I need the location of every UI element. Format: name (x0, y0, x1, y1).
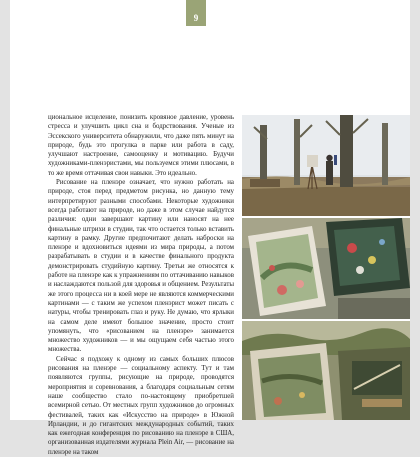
photo-painter-in-woods (242, 115, 410, 216)
book-page (10, 0, 410, 456)
paragraph-2: Рисование на пленэре означает, что нужно работать на природе, стоя перед предметом рисунка, но данную тему интерпретируют разными способами. Некоторые художники всегда работают на природе, но даже в этом случае найдутся различия: одни завершают картину или наносят на нее финальные штрихи в студии, так что остается только вставить картину в рамку. Другие предпочитают делать наброски на пленэре и вдохновиться идеями из мира природы, а потом разрабатывать в студии и в качестве финального продукта демонстрировать студийную картину. Третьи же относятся к работе на пленэре как к упражнениям по оттачиванию навыков и наслаждаются пользой для здоровья и общением. Результаты же этого процесса ни в коей мере не являются коммерческими картинами — с таким же успехом пленэрист может писать с натуры, чтобы тренировать глаз и руку. Не думаю, что ярлыки на самом деле имеют большое значение, просто стоит упомянуть, что «рисованием на пленэре» занимается множество художников — и мы ощущаем себя частью этого множества. (48, 179, 234, 354)
photo-palette-and-painting (242, 218, 410, 319)
page-number: 9 (193, 13, 199, 23)
page-number-tab (186, 0, 206, 26)
paragraph-3: Сейчас я подхожу к одному из самых больших плюсов рисования на пленэре — социальному аспекту. Тут и там появляются группы, рисующие на природе, проводятся мероприятия и соревнования, а благодаря социальным сетям наше сообщество стало по-настоящему приобретшей всемирной сетью. От местных групп художников до огромных фестивалей, таких как «Искусство на природе» в Южной Ирландии, и до гигантских международных событий, таких как ежегодная конференция по рисованию на пленэре в США, организованная издателями журнала Plein Air, — рисование на пленэре на таком (48, 355, 234, 456)
body-text-column (48, 113, 234, 456)
paragraph-1: циональное исцеление, понизить кровяное давление, уровень стресса и улучшить цикл сна и бодрствования. Ученые из Эссекского университета обнаружили, что даже пять минут на природе, будь это прогулка в парке или работа в саду, улучшают настроение, самооценку и мотивацию. Будучи художниками-пленэристами, мы пользуемся этими плюсами, в то же время оттачивая свои навыки. Это идеально. (48, 114, 234, 177)
photo-painting-outdoors (242, 321, 410, 420)
